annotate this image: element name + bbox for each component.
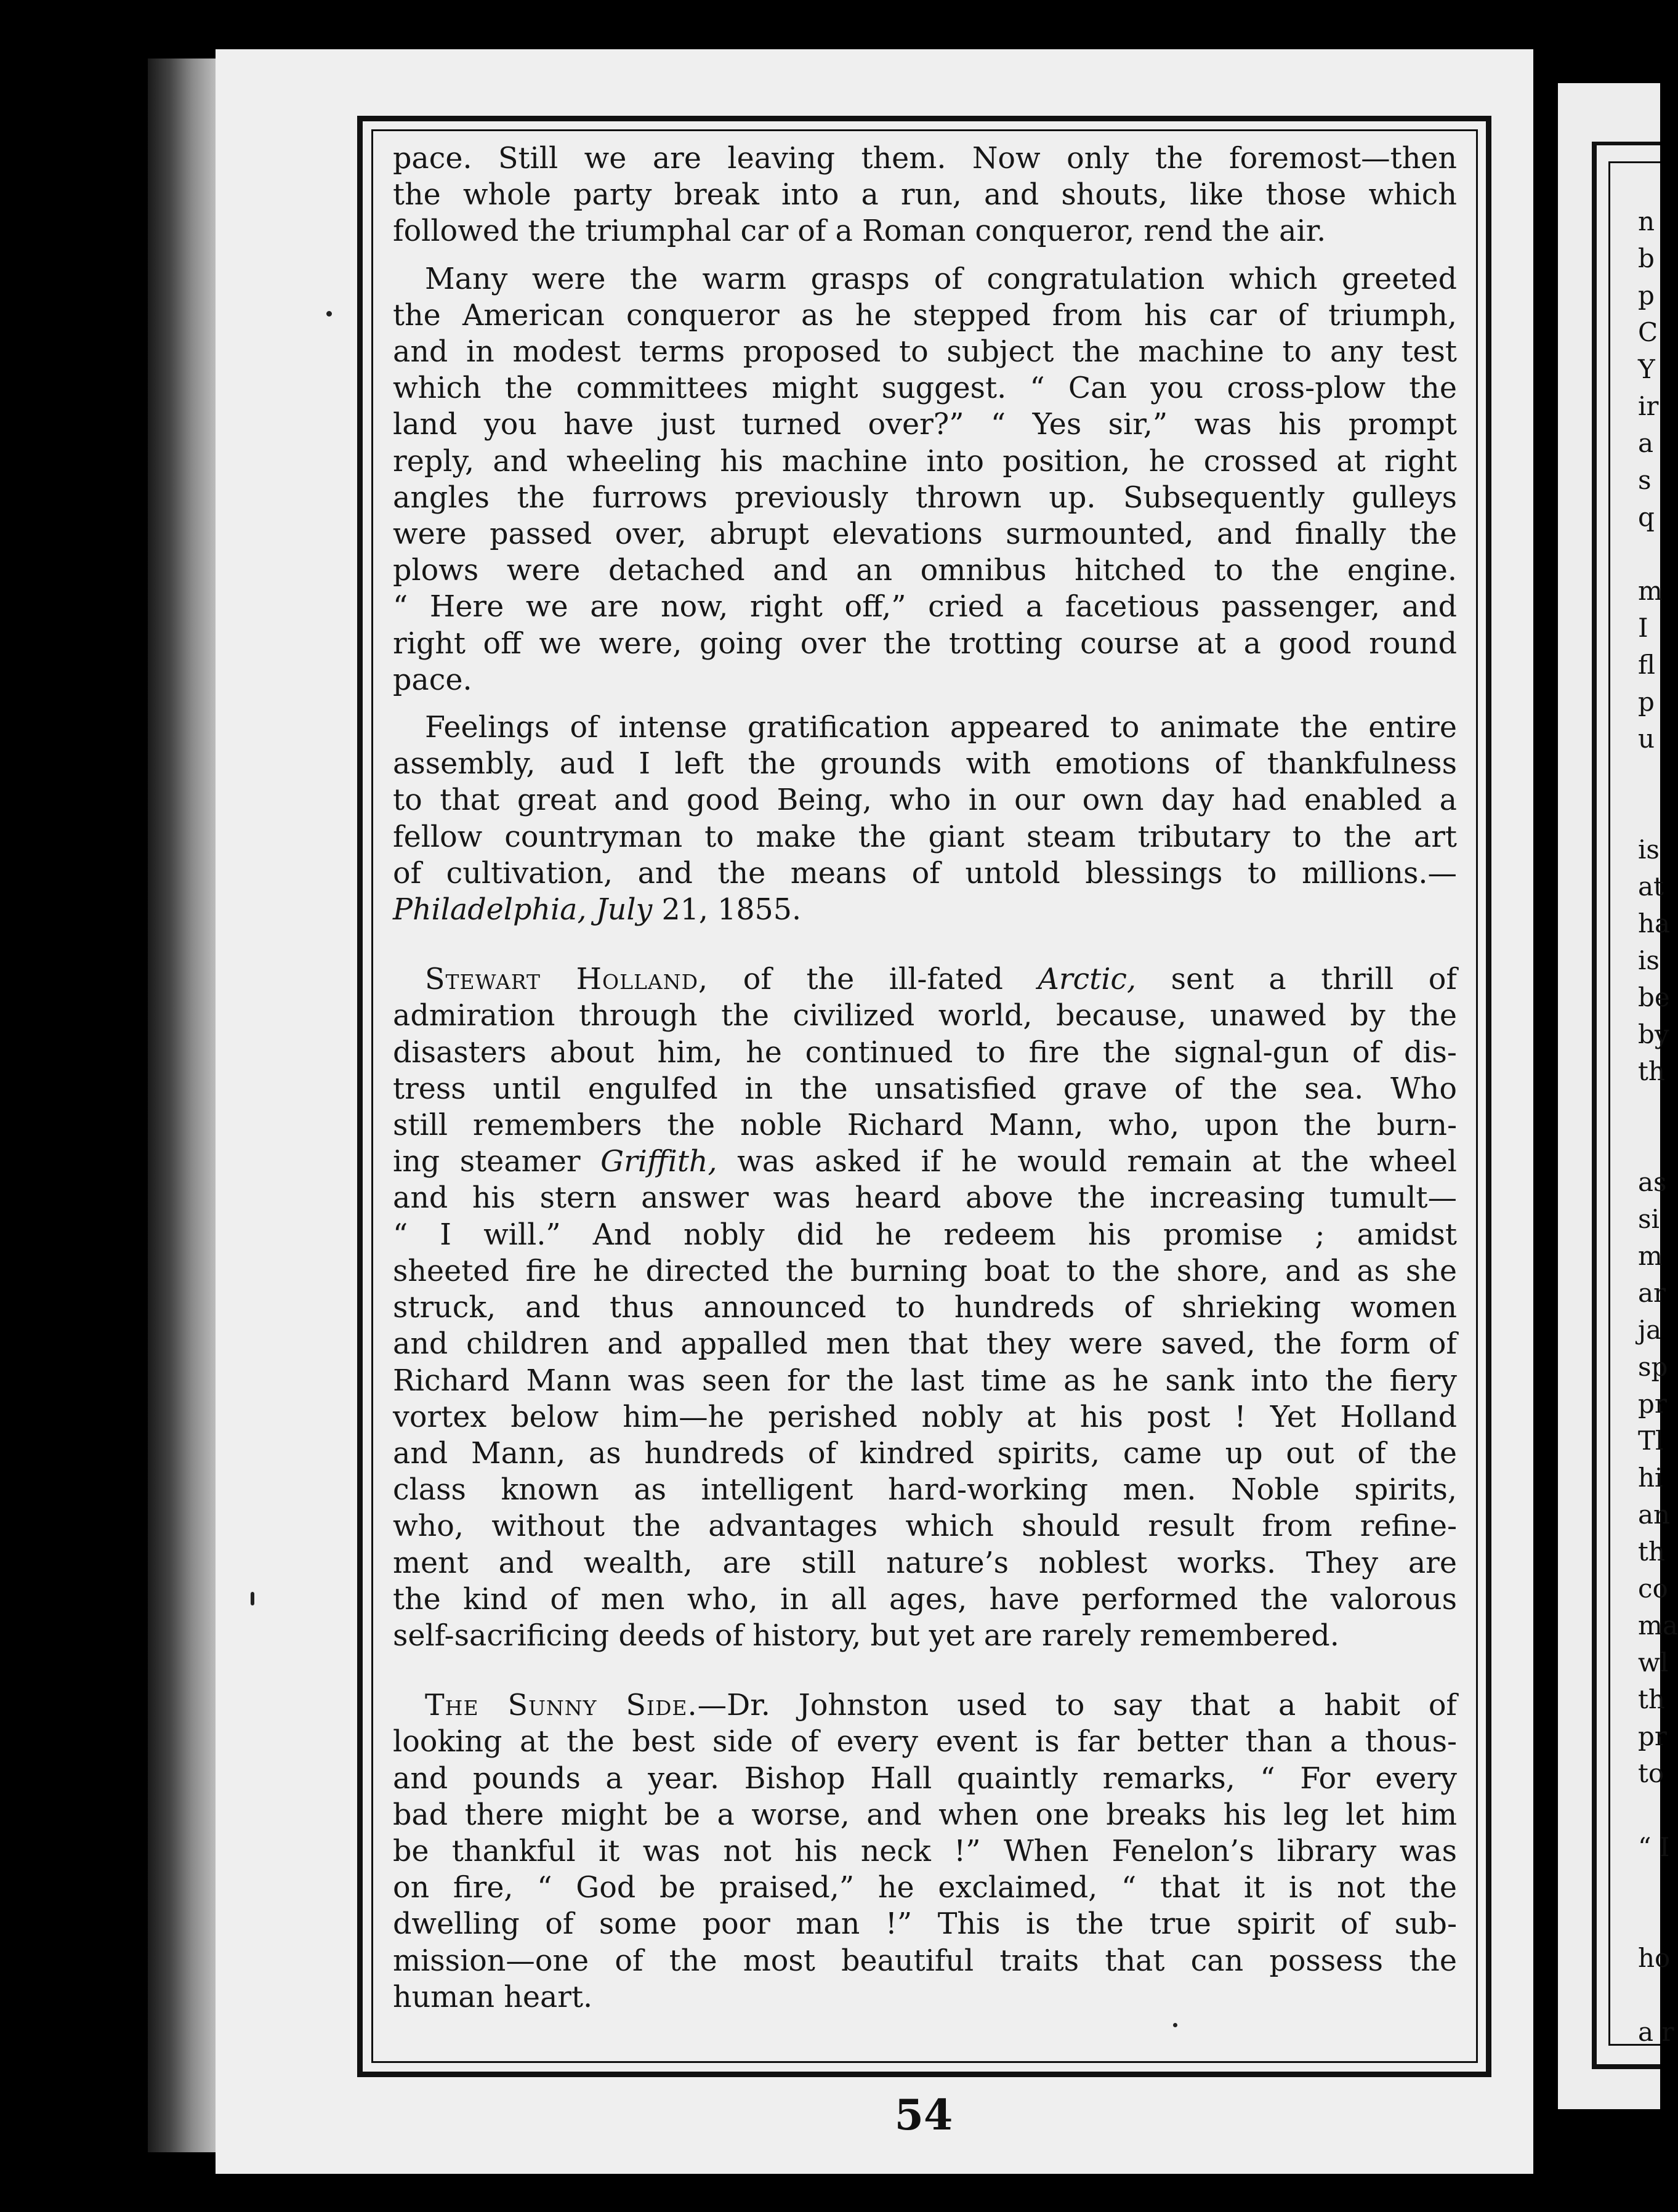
text-line: self-sacrificing deeds of history, but yet are rarely remembered. — [393, 1618, 1339, 1653]
text-run: ing steamer — [393, 1145, 601, 1179]
text-line: and children and appalled men that they were saved, the form of — [393, 1327, 1457, 1362]
text-line: dwelling of some poor man !” This is the true spirit of sub- — [393, 1907, 1457, 1942]
text-line: followed the triumphal car of a Roman conqueror, rend the air. — [393, 214, 1326, 249]
text-line: ment and wealth, are still nature’s noblest works. They are — [393, 1546, 1457, 1580]
text-line: who, without the advantages which should result from refine- — [393, 1509, 1457, 1544]
text-line — [393, 1144, 1457, 1180]
text-line — [393, 1687, 1457, 1724]
text-line: Feelings of intense gratification appeared to animate the entire — [425, 711, 1457, 745]
text-line: looking at the best side of every event is far better than a thous- — [393, 1725, 1457, 1759]
text-line: pace. Still we are leaving them. Now only the foremost—then — [393, 142, 1457, 176]
text-run: sent a thrill of — [1136, 963, 1457, 997]
text-line: the kind of men who, in all ages, have performed the valorous — [393, 1582, 1457, 1617]
text-line: which the committees might suggest. “ Can you cross-plow the — [393, 371, 1457, 406]
text-line: be thankful it was not his neck !” When Fenelon’s library was — [393, 1834, 1457, 1868]
steamer-name: Griffith, — [600, 1145, 717, 1179]
text-run: —Dr. Johnston used to say that a habit of — [697, 1689, 1457, 1723]
text-line: on fire, “ God be praised,” he exclaimed, “ that it is not the — [393, 1871, 1457, 1905]
dateline-date: 21, 1855. — [661, 893, 802, 927]
text-line: and Mann, as hundreds of kindred spirits, came up out of the — [393, 1436, 1457, 1471]
text-line: reply, and wheeling his machine into position, he crossed at right — [393, 444, 1457, 478]
text-line: “ Here we are now, right off,” cried a facetious passenger, and — [393, 590, 1457, 624]
text-line: sheeted fire he directed the burning boat to the shore, and as she — [393, 1254, 1457, 1288]
text-line: still remembers the noble Richard Mann, who, upon the burn- — [393, 1108, 1457, 1143]
text-line: of cultivation, and the means of untold blessings to millions.— — [393, 856, 1457, 890]
text-line: and his stern answer was heard above the increasing tumult— — [393, 1181, 1457, 1216]
adjacent-page-text-fragments: n b p C Y ir a s q m I fl p u is at ha is be by th as si m ar ja sp pr Tl hi an th co ma wl th pr to “ I ho a r — [1638, 206, 1678, 2047]
text-line: tress until engulfed in the unsatisfied grave of the sea. Who — [393, 1072, 1457, 1106]
text-line — [393, 961, 1457, 998]
text-line: vortex below him—he perished nobly at his post ! Yet Holland — [393, 1400, 1457, 1434]
text-line: to that great and good Being, who in our own day had enabled a — [393, 783, 1457, 818]
text-run: was asked if he would remain at the wheel — [717, 1145, 1457, 1179]
dateline-month: July — [595, 893, 653, 927]
text-line: disasters about him, he continued to fire the signal-gun of dis- — [393, 1035, 1457, 1070]
text-line: struck, and thus announced to hundreds of shrieking women — [393, 1291, 1457, 1325]
print-speck — [326, 311, 332, 317]
text-line: “ I will.” And nobly did he redeem his promise ; amidst — [393, 1217, 1457, 1252]
paragraph-stewart-holland — [393, 961, 1457, 1654]
text-line: pace. — [393, 663, 472, 697]
print-speck — [1173, 2023, 1177, 2027]
paragraph-sunny-side — [393, 1687, 1457, 2016]
paragraph-congratulation — [393, 261, 1457, 698]
text-line: Richard Mann was seen for the last time as he sank into the fiery — [393, 1363, 1457, 1398]
lead-name: Stewart Holland, — [425, 963, 709, 997]
text-line: human heart. — [393, 1980, 593, 2014]
paragraph-gratification — [393, 709, 1457, 928]
text-line: the American conqueror as he stepped from his car of triumph, — [393, 298, 1457, 333]
paragraph-race-finish — [393, 140, 1457, 250]
text-line: fellow countryman to make the giant steam tributary to the art — [393, 820, 1457, 854]
text-line: admiration through the civilized world, because, unawed by the — [393, 999, 1457, 1033]
text-line: plows were detached and an omnibus hitched to the engine. — [393, 554, 1457, 588]
dateline — [393, 892, 1457, 928]
text-line: right off we were, going over the trotting course at a good round — [393, 626, 1457, 661]
ship-name: Arctic, — [1038, 963, 1137, 997]
text-line: angles the furrows previously thrown up. Subsequently gulleys — [393, 480, 1457, 515]
text-line: mission—one of the most beautiful traits that can possess the — [393, 1944, 1457, 1978]
page-number: 54 — [894, 2091, 953, 2140]
text-line: assembly, aud I left the grounds with emotions of thankfulness — [393, 747, 1457, 781]
text-run: of the ill-fated — [708, 963, 1038, 997]
article-text — [393, 140, 1457, 2016]
text-line: and pounds a year. Bishop Hall quaintly remarks, “ For every — [393, 1761, 1457, 1796]
print-speck — [251, 1592, 254, 1605]
text-line: land you have just turned over?” “ Yes sir,” was his prompt — [393, 408, 1457, 442]
section-lead: The Sunny Side. — [425, 1689, 698, 1723]
text-line: the whole party break into a run, and shouts, like those which — [393, 178, 1457, 212]
text-line: Many were the warm grasps of congratulation which greeted — [425, 262, 1457, 296]
text-line: bad there might be a worse, and when one breaks his leg let him — [393, 1798, 1457, 1832]
text-line: were passed over, abrupt elevations surmounted, and finally the — [393, 517, 1457, 552]
book-binding — [148, 59, 222, 2152]
dateline-place: Philadelphia, — [393, 893, 587, 927]
text-line: class known as intelligent hard-working men. Noble spirits, — [393, 1473, 1457, 1508]
text-line: and in modest terms proposed to subject the machine to any test — [393, 335, 1457, 369]
